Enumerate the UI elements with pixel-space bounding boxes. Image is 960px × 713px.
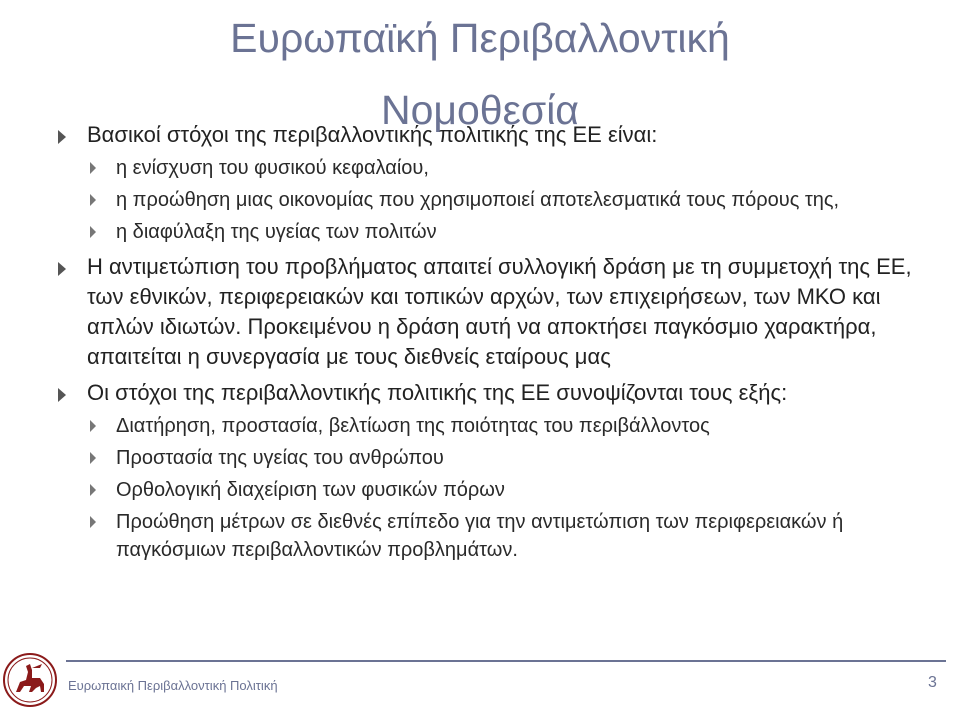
page-number: 3	[928, 674, 937, 691]
bullet-item	[0, 378, 960, 408]
sub-bullet-item	[0, 444, 960, 472]
centaur-logo-icon	[2, 652, 58, 708]
bullet-text: Προώθηση μέτρων σε διεθνές επίπεδο για την αντιμετώπιση των περιφερειακών ή παγκόσμιων περιβαλλοντικών προβλημάτων.	[116, 511, 844, 561]
bullet-list	[0, 120, 960, 564]
sub-bullet-item	[0, 186, 960, 214]
sub-bullet-item	[0, 218, 960, 246]
bullet-arrow-icon	[90, 226, 96, 238]
bullet-text: Η αντιμετώπιση του προβλήματος απαιτεί συλλογική δράση με τη συμμετοχή της ΕΕ, των εθνικών, περιφερειακών και τοπικών αρχών, των επιχειρήσεων, των ΜΚΟ και απλών ιδιωτών. Προκειμένου η δράση αυτή να αποκτήσει παγκόσμιο χαρακτήρα, απαιτείται η συνεργασία με τους διεθνείς εταίρους μας	[87, 254, 912, 369]
bullet-arrow-icon	[58, 130, 66, 144]
bullet-text: η διαφύλαξη της υγείας των πολιτών	[116, 221, 437, 243]
slide-title-line-2: Νομοθεσία	[380, 87, 580, 133]
bullet-text: η προώθηση μιας οικονομίας που χρησιμοποιεί αποτελεσματικά τους πόρους της,	[116, 189, 840, 211]
bullet-arrow-icon	[58, 388, 66, 402]
slide-title-line-1: Ευρωπαϊκή Περιβαλλοντική	[230, 15, 730, 61]
bullet-arrow-icon	[90, 484, 96, 496]
footer-divider	[66, 660, 946, 662]
sub-bullet-item	[0, 154, 960, 182]
bullet-arrow-icon	[90, 162, 96, 174]
bullet-arrow-icon	[90, 194, 96, 206]
bullet-arrow-icon	[90, 516, 96, 528]
bullet-text: η ενίσχυση του φυσικού κεφαλαίου,	[116, 157, 429, 179]
bullet-text: Διατήρηση, προστασία, βελτίωση της ποιότητας του περιβάλλοντος	[116, 415, 710, 437]
bullet-item	[0, 120, 960, 150]
bullet-item	[0, 252, 960, 372]
bullet-arrow-icon	[58, 262, 66, 276]
bullet-arrow-icon	[90, 420, 96, 432]
sub-bullet-item	[0, 508, 960, 564]
bullet-text: Προστασία της υγείας του ανθρώπου	[116, 447, 444, 469]
bullet-text: Οι στόχοι της περιβαλλοντικής πολιτικής της ΕΕ συνοψίζονται τους εξής:	[87, 380, 788, 405]
bullet-arrow-icon	[90, 452, 96, 464]
footer-title: Ευρωπαική Περιβαλλοντική Πολιτική	[68, 678, 278, 693]
bullet-text: Ορθολογική διαχείριση των φυσικών πόρων	[116, 479, 505, 501]
bullet-text: Βασικοί στόχοι της περιβαλλοντικής πολιτικής της ΕΕ είναι:	[87, 122, 658, 147]
sub-bullet-item	[0, 412, 960, 440]
sub-bullet-item	[0, 476, 960, 504]
